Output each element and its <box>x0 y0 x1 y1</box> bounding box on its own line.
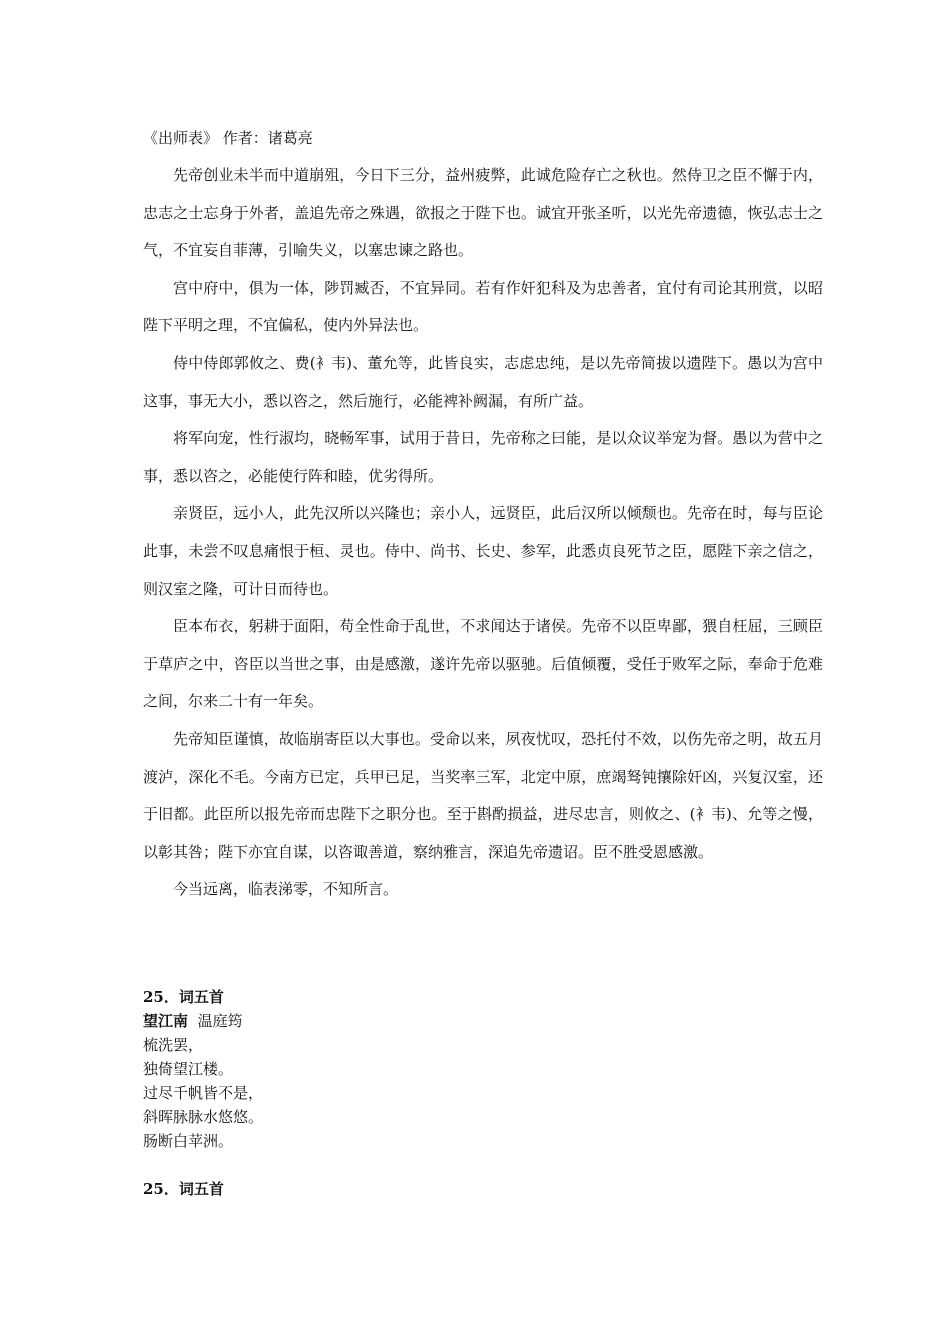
section-heading: 25．词五首 <box>143 988 224 1006</box>
essay-paragraph-4: 将军向宠，性行淑均，晓畅军事，试用于昔日，先帝称之曰能，是以众议举宠为督。愚以为营中之事，悉以咨之，必能使行阵和睦，优劣得所。 <box>143 429 823 485</box>
essay-paragraph-6: 臣本布衣，躬耕于面阳，苟全性命于乱世，不求闻达于诸侯。先帝不以臣卑鄙，猥自枉屈，三顾臣于草庐之中，咨臣以当世之事，由是感激，遂许先帝以驱驰。后值倾覆，受任于败军之际，奉命于危难之间，尔来二十有一年矣。 <box>143 617 823 711</box>
section-heading-repeat: 25．词五首 <box>143 1180 224 1198</box>
essay-section <box>143 123 823 909</box>
poem-line: 肠断白苹洲。 <box>143 1132 234 1150</box>
poem-title: 望江南 <box>143 1012 189 1030</box>
poem-title-line <box>143 1009 743 1033</box>
essay-paragraph-5: 亲贤臣，远小人，此先汉所以兴隆也；亲小人，远贤臣，此后汉所以倾颓也。先帝在时，每与臣论此事，未尝不叹息痛恨于桓、灵也。侍中、尚书、长史、参军，此悉贞良死节之臣，愿陛下亲之信之，则汉室之隆，可计日而待也。 <box>143 504 823 598</box>
essay-title: 《出师表》 <box>143 129 219 147</box>
spacer <box>143 1153 743 1177</box>
poem-line: 独倚望江楼。 <box>143 1060 234 1078</box>
essay-paragraph-8: 今当远离，临表涕零，不知所言。 <box>173 880 399 899</box>
poem-section <box>143 985 743 1201</box>
essay-paragraph-2: 宫中府中，俱为一体，陟罚臧否，不宜异同。若有作奸犯科及为忠善者，宜付有司论其刑赏，以昭陛下平明之理，不宜偏私，使内外异法也。 <box>143 278 823 335</box>
poem-author: 温庭筠 <box>197 1012 243 1030</box>
poem-line: 梳洗罢， <box>143 1036 204 1054</box>
essay-paragraph-7: 先帝知臣谨慎，故临崩寄臣以大事也。受命以来，夙夜忧叹，恐托付不效，以伤先帝之明，故五月渡泸，深化不毛。今南方已定，兵甲已足，当奖率三军，北定中原，庶竭驽钝攘除奸凶，兴复汉室，还于旧都。此臣所以报先帝而忠陛下之职分也。至于斟酌损益，进尽忠言，则攸之、(衤韦)、允等之慢，以彰其咎；陛下亦宜自谋，以咨诹善道，察纳雅言，深追先帝遗诏。臣不胜受恩感激。 <box>143 729 823 861</box>
essay-paragraph-1: 先帝创业未半而中道崩殂，今日下三分，益州疲弊，此诚危险存亡之秋也。然侍卫之臣不懈于内，忠志之士忘身于外者，盖追先帝之殊遇，欲报之于陛下也。诚宜开张圣听，以光先帝遗德，恢弘志士之气，不宜妄自菲薄，引喻失义，以塞忠谏之路也。 <box>143 166 823 260</box>
essay-paragraph-3: 侍中侍郎郭攸之、费(衤韦)、董允等，此皆良实，志虑忠纯，是以先帝简拔以遗陛下。愚以为宫中这事，事无大小，悉以咨之，然后施行，必能裨补阙漏，有所广益。 <box>143 353 823 410</box>
essay-author: 作者：诸葛亮 <box>222 129 313 147</box>
poem-line: 过尽千帆皆不是， <box>143 1084 264 1102</box>
poem-line: 斜晖脉脉水悠悠。 <box>143 1108 264 1126</box>
essay-title-line <box>143 123 823 153</box>
